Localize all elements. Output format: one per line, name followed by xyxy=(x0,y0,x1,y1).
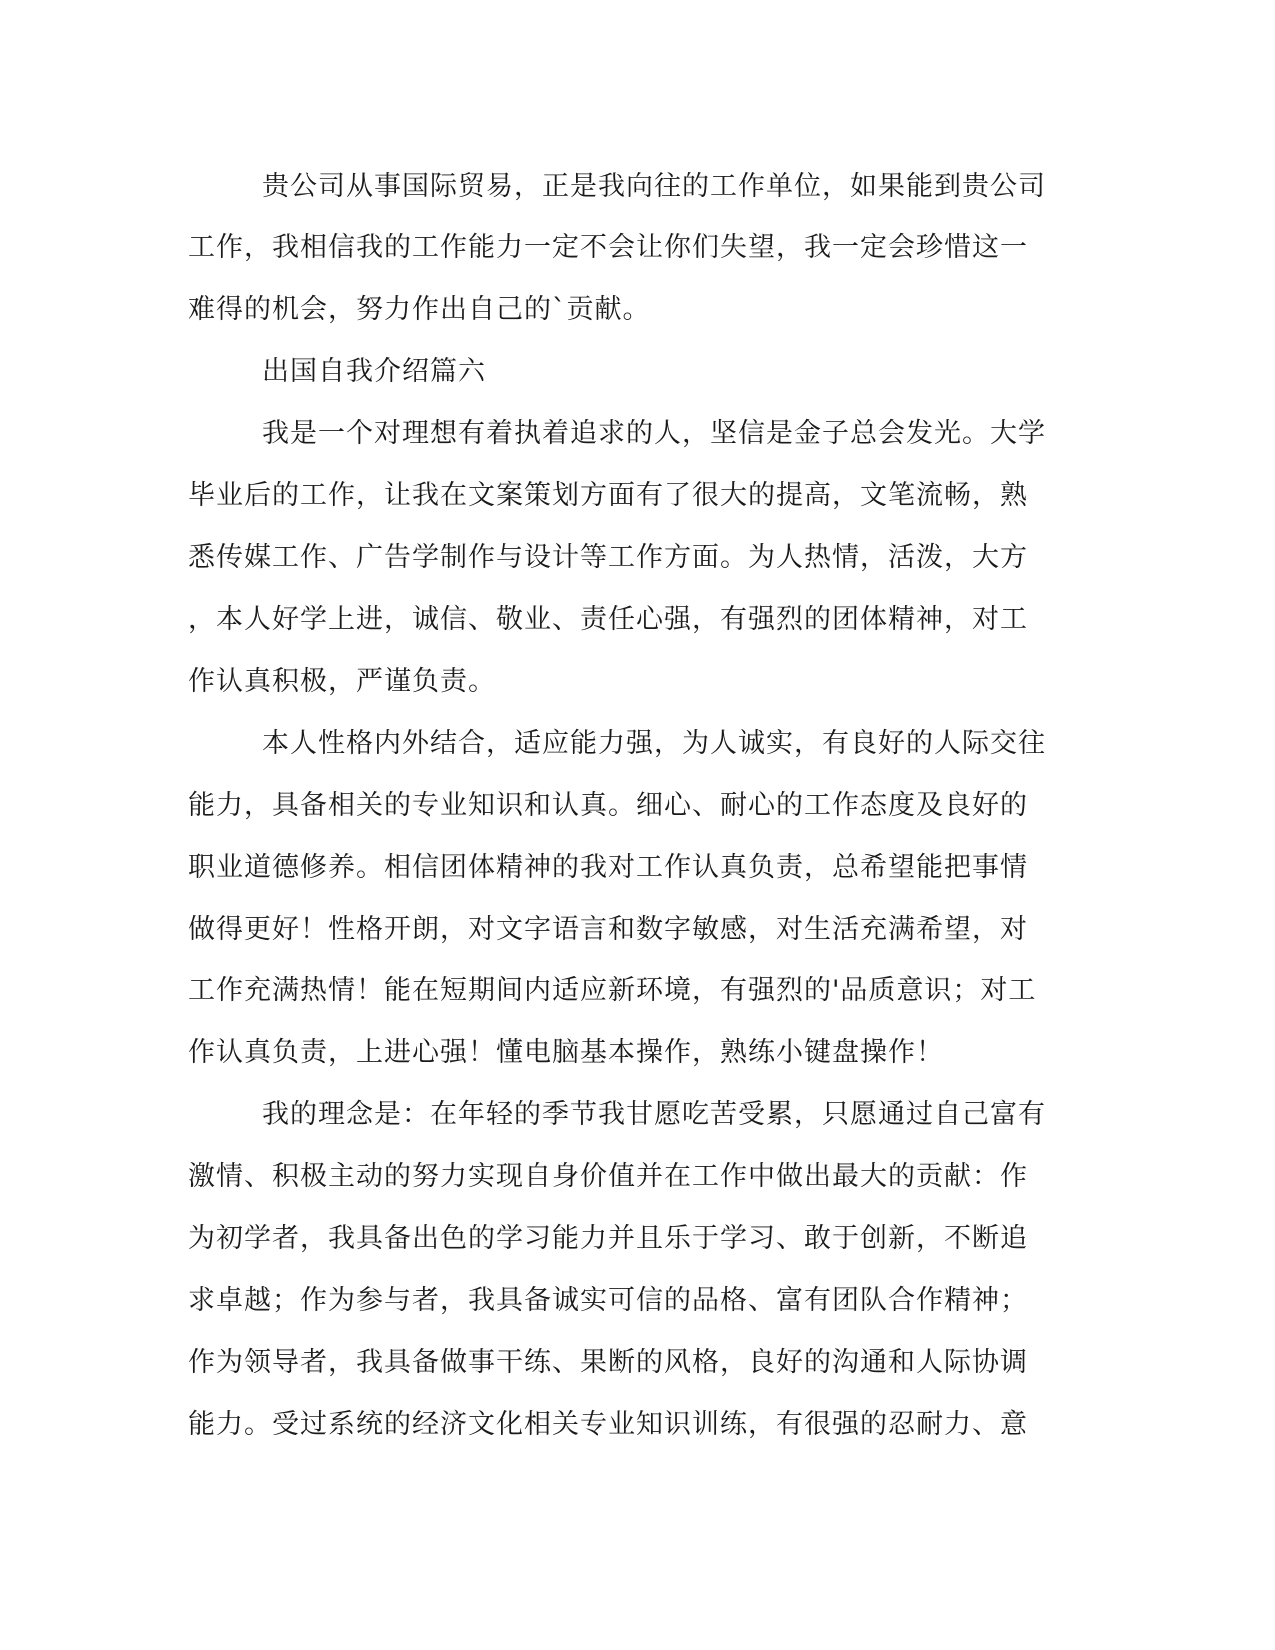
paragraph-line: 为初学者，我具备出色的学习能力并且乐于学习、敢于创新，不断追 xyxy=(188,1223,1028,1254)
paragraph-line: 难得的机会，努力作出自己的`贡献。 xyxy=(188,294,651,325)
paragraph-line: 能力。受过系统的经济文化相关专业知识训练，有很强的忍耐力、意 xyxy=(188,1409,1028,1440)
paragraph-line: 我是一个对理想有着执着追求的人，坚信是金子总会发光。大学 xyxy=(262,418,1046,449)
paragraph-line: ，本人好学上进，诚信、敬业、责任心强，有强烈的团体精神，对工 xyxy=(188,604,1028,635)
paragraph-line: 激情、积极主动的努力实现自身价值并在工作中做出最大的贡献：作 xyxy=(188,1161,1028,1192)
paragraph-line: 毕业后的工作，让我在文案策划方面有了很大的提高，文笔流畅，熟 xyxy=(188,480,1028,511)
paragraph-line: 工作，我相信我的工作能力一定不会让你们失望，我一定会珍惜这一 xyxy=(188,232,1028,263)
paragraph-line: 本人性格内外结合，适应能力强，为人诚实，有良好的人际交往 xyxy=(262,728,1046,759)
paragraph-line: 贵公司从事国际贸易，正是我向往的工作单位，如果能到贵公司 xyxy=(262,171,1046,202)
paragraph-line: 悉传媒工作、广告学制作与设计等工作方面。为人热情，活泼，大方 xyxy=(188,542,1028,573)
paragraph-line: 作为领导者，我具备做事干练、果断的风格，良好的沟通和人际协调 xyxy=(188,1347,1028,1378)
paragraph-line: 求卓越；作为参与者，我具备诚实可信的品格、富有团队合作精神； xyxy=(188,1285,1028,1316)
paragraph-line: 做得更好！性格开朗，对文字语言和数字敏感，对生活充满希望，对 xyxy=(188,914,1028,945)
paragraph-line: 职业道德修养。相信团体精神的我对工作认真负责，总希望能把事情 xyxy=(188,852,1028,883)
paragraph-line: 作认真积极，严谨负责。 xyxy=(188,666,496,697)
paragraph-line: 工作充满热情！能在短期间内适应新环境，有强烈的'品质意识；对工 xyxy=(188,975,1037,1006)
paragraph-line: 作认真负责，上进心强！懂电脑基本操作，熟练小键盘操作！ xyxy=(188,1037,944,1068)
paragraph-line: 能力，具备相关的专业知识和认真。细心、耐心的工作态度及良好的 xyxy=(188,790,1028,821)
paragraph-line: 我的理念是：在年轻的季节我甘愿吃苦受累，只愿通过自己富有 xyxy=(262,1099,1046,1130)
section-heading: 出国自我介绍篇六 xyxy=(262,356,486,387)
